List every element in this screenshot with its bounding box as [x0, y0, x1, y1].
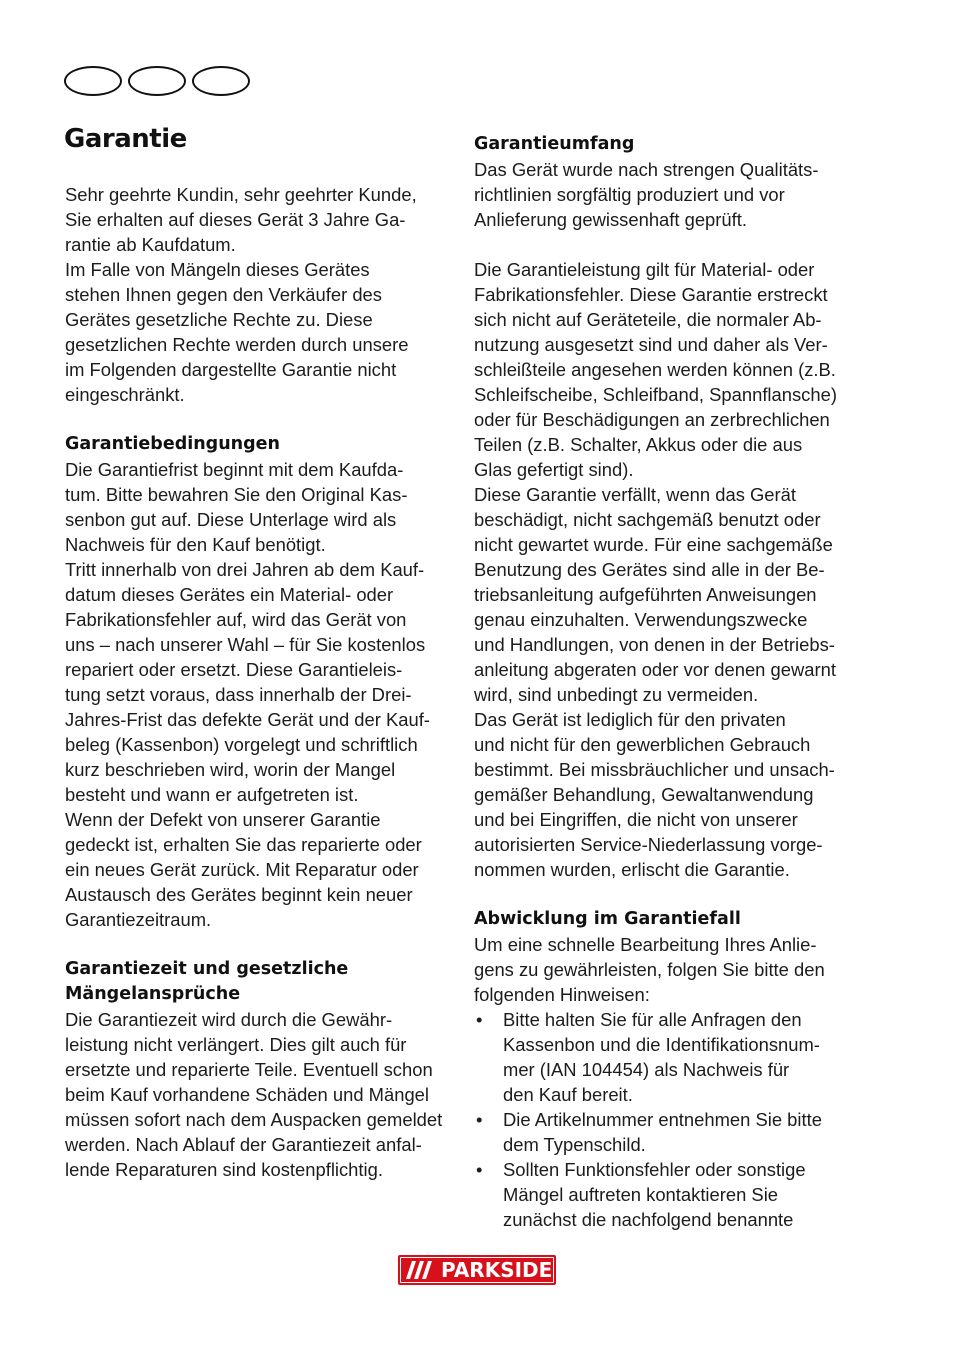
scope-intro-paragraph — [474, 157, 870, 232]
text-line: zunächst die nachfolgend benannte — [503, 1209, 794, 1230]
text-line: eingeschränkt. — [65, 384, 185, 405]
text-line: Die Garantiefrist beginnt mit dem Kaufda- — [65, 459, 404, 480]
text-line: lende Reparaturen sind kostenpflichtig. — [65, 1159, 383, 1180]
period-paragraph — [65, 1007, 461, 1182]
text-line: Das Gerät ist lediglich für den privaten — [474, 709, 786, 730]
text-line: folgenden Hinweisen: — [474, 984, 650, 1005]
text-line: stehen Ihnen gegen den Verkäufer des — [65, 284, 382, 305]
text-line: schleißteile angesehen werden können (z.B. — [474, 359, 836, 380]
text-line: Die Garantieleistung gilt für Material- oder — [474, 259, 815, 280]
text-line: gemäßer Behandlung, Gewaltanwendung — [474, 784, 814, 805]
text-line: Teilen (z.B. Schalter, Akkus oder die aus — [474, 434, 803, 455]
logo-stripes-icon — [406, 1261, 438, 1279]
intro-paragraph — [65, 182, 461, 407]
text-line: ersetzte und reparierte Teile. Eventuell schon — [65, 1059, 433, 1080]
brand-name: PARKSIDE — [441, 1258, 553, 1282]
text-line: nommen wurden, erlischt die Garantie. — [474, 859, 790, 880]
text-line: beleg (Kassenbon) vorgelegt und schriftlich — [65, 734, 418, 755]
conditions-paragraph — [65, 457, 461, 932]
text-line: rantie ab Kaufdatum. — [65, 234, 236, 255]
bullet-item — [474, 1107, 870, 1157]
text-line: Das Gerät wurde nach strengen Qualitäts- — [474, 159, 819, 180]
parkside-logo — [398, 1255, 556, 1285]
text-line: autorisierten Service-Niederlassung vorge- — [474, 834, 823, 855]
bullet-item — [474, 1007, 870, 1107]
text-line: gedeckt ist, erhalten Sie das reparierte oder — [65, 834, 422, 855]
text-line: Diese Garantie verfällt, wenn das Gerät — [474, 484, 796, 505]
text-line: Austausch des Gerätes beginnt kein neuer — [65, 884, 413, 905]
text-line: Fabrikationsfehler. Diese Garantie erstreckt — [474, 284, 828, 305]
text-line: richtlinien sorgfältig produziert und vor — [474, 184, 785, 205]
text-line: Gerätes gesetzliche Rechte zu. Diese — [65, 309, 373, 330]
text-line: leistung nicht verlängert. Dies gilt auch für — [65, 1034, 407, 1055]
text-line: Benutzung des Gerätes sind alle in der Be- — [474, 559, 825, 580]
text-line: Nachweis für den Kauf benötigt. — [65, 534, 326, 555]
text-line: Glas gefertigt sind). — [474, 459, 634, 480]
text-line: Mängel auftreten kontaktieren Sie — [503, 1184, 779, 1205]
text-line: nutzung ausgesetzt sind und daher als Ver- — [474, 334, 828, 355]
text-line: dem Typenschild. — [503, 1134, 646, 1155]
text-line: werden. Nach Ablauf der Garantiezeit anfal- — [65, 1134, 422, 1155]
text-line: Anlieferung gewissenhaft geprüft. — [474, 209, 747, 230]
text-line: mer (IAN 104454) als Nachweis für — [503, 1059, 790, 1080]
text-line: oder für Beschädigungen an zerbrechlichen — [474, 409, 830, 430]
text-line: Schleifscheibe, Schleifband, Spannflansche) — [474, 384, 837, 405]
text-line: und bei Eingriffen, die nicht von unserer — [474, 809, 798, 830]
period-heading-line: Garantiezeit und gesetzliche — [65, 959, 349, 979]
text-line: tum. Bitte bewahren Sie den Original Kas- — [65, 484, 408, 505]
text-line: Sie erhalten auf dieses Gerät 3 Jahre Ga- — [65, 209, 406, 230]
scope-heading: Garantieumfang — [474, 134, 635, 154]
text-line: Bitte halten Sie für alle Anfragen den — [503, 1009, 802, 1030]
text-line: im Folgenden dargestellte Garantie nicht — [65, 359, 397, 380]
text-line: sich nicht auf Geräteteile, die normaler Ab- — [474, 309, 822, 330]
text-line: Kassenbon und die Identifikationsnum- — [503, 1034, 820, 1055]
text-line: Tritt innerhalb von drei Jahren ab dem Kauf- — [65, 559, 425, 580]
text-line: senbon gut auf. Diese Unterlage wird als — [65, 509, 397, 530]
text-line: nicht gewartet wurde. Für eine sachgemäße — [474, 534, 833, 555]
page-title: Garantie — [64, 124, 187, 154]
handling-intro-paragraph — [474, 932, 870, 1007]
text-line: tung setzt voraus, dass innerhalb der Drei- — [65, 684, 412, 705]
text-line: uns – nach unserer Wahl – für Sie kostenlos — [65, 634, 426, 655]
text-line: Im Falle von Mängeln dieses Gerätes — [65, 259, 370, 280]
text-line: Wenn der Defekt von unserer Garantie — [65, 809, 381, 830]
bullet-icon: • — [476, 1009, 483, 1030]
language-oval — [128, 66, 186, 96]
text-line: beschädigt, nicht sachgemäß benutzt oder — [474, 509, 821, 530]
bullet-icon: • — [476, 1109, 483, 1130]
text-line: und nicht für den gewerblichen Gebrauch — [474, 734, 811, 755]
right-column — [474, 132, 870, 1232]
language-oval — [192, 66, 250, 96]
handling-bullet-list — [474, 1007, 870, 1232]
left-column — [65, 182, 461, 1182]
text-line: Um eine schnelle Bearbeitung Ihres Anlie- — [474, 934, 817, 955]
text-line: bestimmt. Bei missbräuchlicher und unsach- — [474, 759, 835, 780]
text-line: besteht und wann er aufgetreten ist. — [65, 784, 359, 805]
text-line: Jahres-Frist das defekte Gerät und der Kauf- — [65, 709, 430, 730]
language-oval — [64, 66, 122, 96]
text-line: Die Garantiezeit wird durch die Gewähr- — [65, 1009, 393, 1030]
text-line: müssen sofort nach dem Auspacken gemeldet — [65, 1109, 443, 1130]
handling-heading: Abwicklung im Garantiefall — [474, 909, 741, 929]
text-line: kurz beschrieben wird, worin der Mangel — [65, 759, 396, 780]
text-line: Sollten Funktionsfehler oder sonstige — [503, 1159, 806, 1180]
text-line: beim Kauf vorhandene Schäden und Mängel — [65, 1084, 429, 1105]
text-line: wird, sind unbedingt zu vermeiden. — [474, 684, 759, 705]
text-line: gesetzlichen Rechte werden durch unsere — [65, 334, 409, 355]
text-line: triebsanleitung aufgeführten Anweisungen — [474, 584, 817, 605]
text-line: repariert oder ersetzt. Diese Garantieleis- — [65, 659, 403, 680]
text-line: anleitung abgeraten oder vor denen gewarnt — [474, 659, 836, 680]
bullet-icon: • — [476, 1159, 483, 1180]
conditions-heading: Garantiebedingungen — [65, 434, 280, 454]
text-line: Die Artikelnummer entnehmen Sie bitte — [503, 1109, 822, 1130]
bullet-item — [474, 1157, 870, 1232]
text-line: genau einzuhalten. Verwendungszwecke — [474, 609, 808, 630]
text-line: Fabrikationsfehler auf, wird das Gerät von — [65, 609, 407, 630]
text-line: ein neues Gerät zurück. Mit Reparatur oder — [65, 859, 419, 880]
period-heading — [65, 957, 461, 1007]
text-line: Sehr geehrte Kundin, sehr geehrter Kunde, — [65, 184, 417, 205]
period-heading-line: Mängelansprüche — [65, 984, 241, 1004]
text-line: den Kauf bereit. — [503, 1084, 633, 1105]
text-line: gens zu gewährleisten, folgen Sie bitte den — [474, 959, 825, 980]
scope-body-paragraph — [474, 257, 870, 882]
text-line: datum dieses Gerätes ein Material- oder — [65, 584, 394, 605]
text-line: und Handlungen, von denen in der Betriebs- — [474, 634, 835, 655]
text-line: Garantiezeitraum. — [65, 909, 212, 930]
